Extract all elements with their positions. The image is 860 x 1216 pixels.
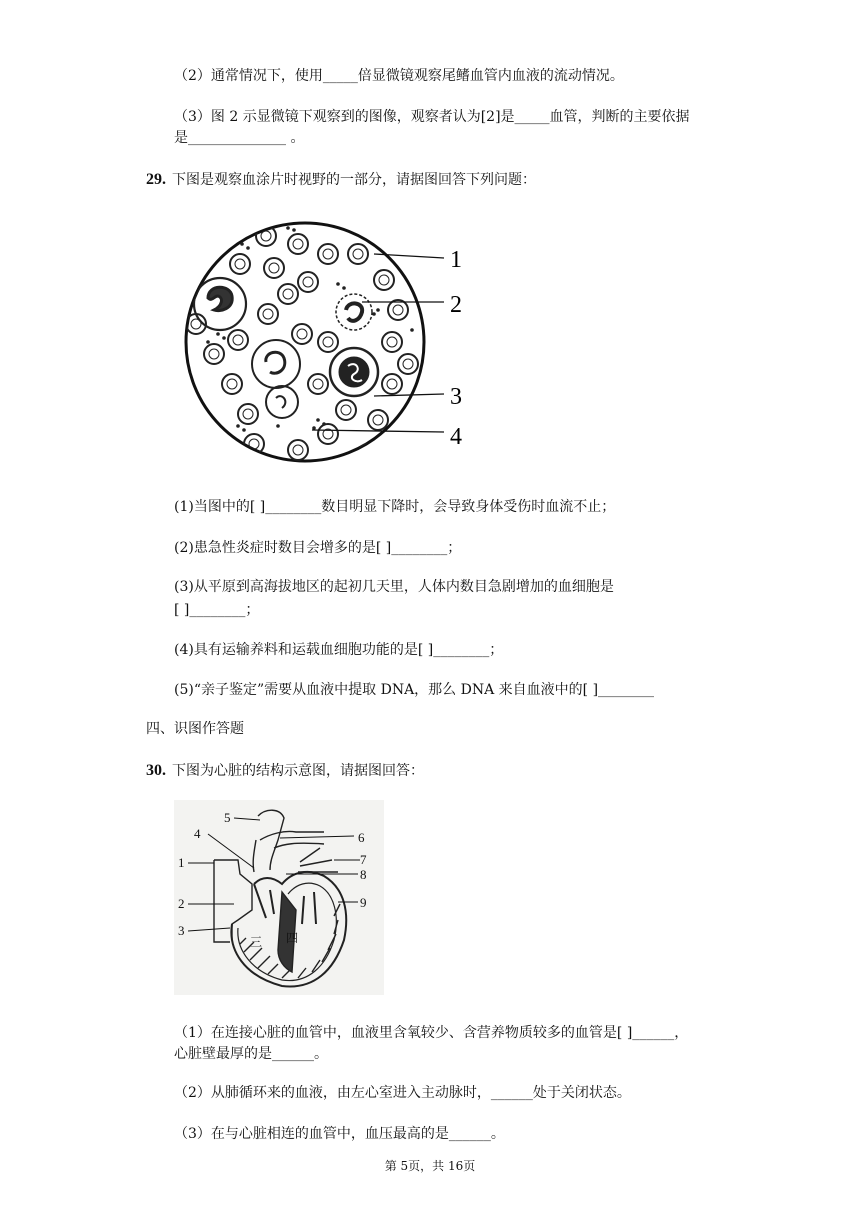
red-blood-cell xyxy=(358,444,378,464)
heart-label-2: 2 xyxy=(178,896,185,911)
blood-label-4: 4 xyxy=(450,424,462,450)
heart-diagram-background xyxy=(174,800,384,995)
heart-label-5: 5 xyxy=(224,810,231,825)
heart-chamber-3: 三 xyxy=(250,935,263,949)
q30-part2: （2）从肺循环来的血液，由左心室进入主动脉时，______处于关闭状态。 xyxy=(174,1085,631,1101)
platelet xyxy=(316,418,320,422)
heart-label-8: 8 xyxy=(360,867,367,882)
heart-label-1: 1 xyxy=(178,855,185,870)
platelet xyxy=(206,340,210,344)
heart-label-3: 3 xyxy=(178,923,185,938)
platelet xyxy=(246,246,250,250)
platelet xyxy=(410,328,414,332)
q29-part4: (4)具有运输养料和运载血细胞功能的是[ ]________； xyxy=(174,642,504,658)
q29-part3-line2: [ ]________； xyxy=(174,602,260,618)
q29-part3-line1: (3)从平原到高海拔地区的起初几天里，人体内数目急剧增加的血细胞是 xyxy=(174,579,614,595)
platelet xyxy=(240,242,244,246)
blood-label-1: 1 xyxy=(450,247,462,273)
platelet xyxy=(322,422,326,426)
heart-chamber-4: 四 xyxy=(286,931,299,945)
platelet xyxy=(222,336,226,340)
q29-heading xyxy=(146,170,536,190)
q30-heading xyxy=(146,761,424,781)
platelet xyxy=(236,424,240,428)
q30-part1-line2: 心脏壁最厚的是______。 xyxy=(174,1046,328,1062)
q30-prompt: 下图为心脏的结构示意图，请据图回答： xyxy=(172,763,424,779)
platelet xyxy=(312,426,316,430)
q30-part1-line1: （1）在连接心脏的血管中，血液里含氧较少、含营养物质较多的血管是[ ]______， xyxy=(174,1025,689,1041)
platelet xyxy=(342,286,346,290)
platelet xyxy=(292,228,296,232)
q30-part3: （3）在与心脏相连的血管中，血压最高的是______。 xyxy=(174,1126,505,1142)
q29-prompt: 下图是观察血涂片时视野的一部分，请据图回答下列问题： xyxy=(172,172,536,188)
platelet xyxy=(276,424,280,428)
platelet xyxy=(336,282,340,286)
platelet xyxy=(376,308,380,312)
platelet xyxy=(242,428,246,432)
q29-part5: (5)“亲子鉴定”需要从血液中提取 DNA，那么 DNA 来自血液中的[ ]________ xyxy=(174,682,655,698)
platelet xyxy=(286,226,290,230)
heart-label-7: 7 xyxy=(360,852,367,867)
q30-number: 30. xyxy=(146,762,166,779)
q28-part3-line1: （3）图 2 示显微镜下观察到的图像，观察者认为[2]是_____血管，判断的主要依据 xyxy=(174,109,690,125)
q28-part3-line2: 是______________ 。 xyxy=(174,130,305,146)
section-4-heading: 四、识图作答题 xyxy=(146,721,244,737)
blood-smear-figure xyxy=(178,214,478,470)
q29-part1: (1)当图中的[ ]________数目明显下降时，会导致身体受伤时血流不止； xyxy=(174,499,616,515)
platelet xyxy=(216,332,220,336)
q28-part2: （2）通常情况下，使用_____倍显微镜观察尾鳍血管内血液的流动情况。 xyxy=(174,68,624,84)
blood-label-3: 3 xyxy=(450,384,462,410)
blood-label-2: 2 xyxy=(450,292,462,318)
microscope-field-circle xyxy=(186,223,424,461)
q29-number: 29. xyxy=(146,171,166,188)
red-blood-cell-center xyxy=(363,449,373,459)
heart-label-4: 4 xyxy=(194,826,201,841)
page-footer: 第 5页，共 16页 xyxy=(384,1159,476,1173)
heart-diagram xyxy=(174,800,384,995)
heart-label-6: 6 xyxy=(358,830,365,845)
platelet xyxy=(372,312,376,316)
heart-label-9: 9 xyxy=(360,895,367,910)
q29-part2: (2)患急性炎症时数目会增多的是[ ]________； xyxy=(174,540,462,556)
